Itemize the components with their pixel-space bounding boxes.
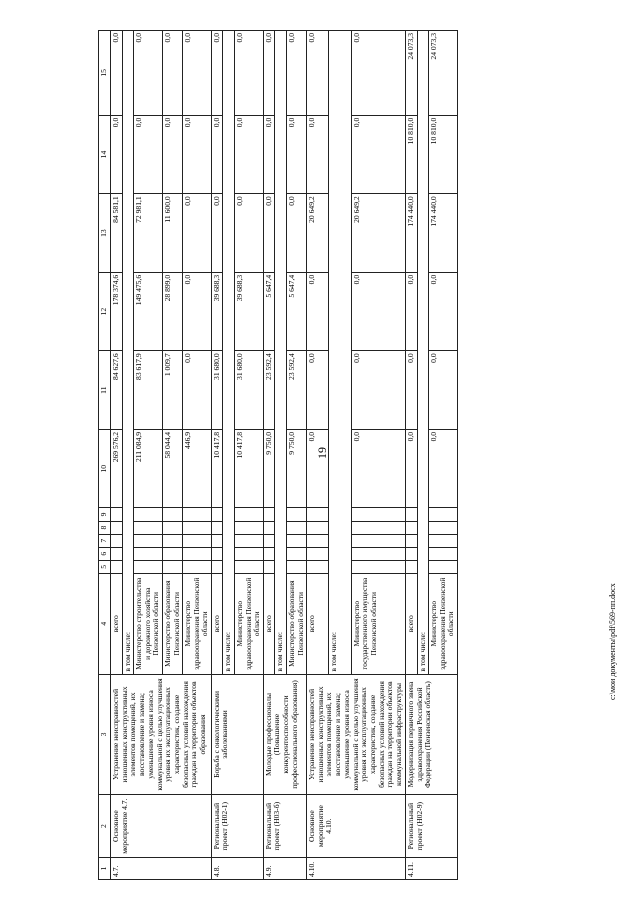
- value-cell: 0,0: [263, 115, 275, 194]
- including-label: в том числе:: [275, 31, 287, 675]
- table-row: [111, 31, 123, 880]
- header-cell: 6: [99, 547, 111, 560]
- value-cell: 0,0: [183, 194, 212, 273]
- value-cell: 10 810,0: [429, 115, 458, 194]
- value-cell: 20 649,2: [307, 194, 329, 273]
- value-cell: 11 600,0: [162, 194, 182, 273]
- value-cell: 10 810,0: [405, 115, 417, 194]
- executor: Министерство образования Пензенской области: [162, 573, 182, 674]
- value-cell: 0,0: [405, 351, 417, 430]
- value-cell: 0,0: [162, 115, 182, 194]
- value-cell: 0,0: [183, 272, 212, 351]
- total-label: всего: [307, 573, 329, 674]
- executor: Министерство образования Пензенской области: [286, 573, 306, 674]
- value-cell: 9 750,0: [263, 429, 275, 508]
- header-cell: 15: [99, 31, 111, 116]
- value-cell: 10 417,8: [211, 429, 223, 508]
- value-cell: 9 750,0: [286, 429, 306, 508]
- header-cell: 4: [99, 573, 111, 674]
- value-cell: 0,0: [351, 351, 405, 430]
- value-cell: 0,0: [351, 429, 405, 508]
- value-cell: 0,0: [286, 115, 306, 194]
- value-cell: 0,0: [405, 272, 417, 351]
- value-cell: 23 592,4: [263, 351, 275, 430]
- table-row: [307, 31, 329, 880]
- value-cell: 0,0: [211, 194, 223, 273]
- header-cell: 12: [99, 272, 111, 351]
- value-cell: 39 688,3: [235, 272, 264, 351]
- value-cell: 0,0: [263, 31, 275, 116]
- activity-type: Основное мероприятие 4.7.: [111, 795, 212, 857]
- value-cell: 5 647,4: [263, 272, 275, 351]
- header-cell: 13: [99, 194, 111, 273]
- header-cell: 14: [99, 115, 111, 194]
- value-cell: 28 899,0: [162, 272, 182, 351]
- row-number: 4.10.: [307, 857, 406, 879]
- value-cell: 0,0: [405, 429, 417, 508]
- value-cell: 269 576,2: [111, 429, 123, 508]
- value-cell: 83 617,9: [134, 351, 163, 430]
- file-path-footer: c:\мои документы\pdf\569-пп.docx: [608, 583, 617, 700]
- value-cell: 0,0: [183, 115, 212, 194]
- row-number: 4.8.: [211, 857, 263, 879]
- value-cell: 149 475,6: [134, 272, 163, 351]
- activity-type: Региональный проект (Н03-б): [263, 795, 306, 857]
- table-row: [263, 31, 275, 880]
- activity-description: Борьба с онкологическими заболеваниями: [211, 674, 263, 795]
- header-cell: 9: [99, 508, 111, 521]
- value-cell: 0,0: [183, 31, 212, 116]
- value-cell: 31 680,0: [235, 351, 264, 430]
- value-cell: 0,0: [307, 272, 329, 351]
- value-cell: 0,0: [307, 115, 329, 194]
- value-cell: 24 073,3: [405, 31, 417, 116]
- value-cell: 0,0: [134, 31, 163, 116]
- row-number: 4.7.: [111, 857, 212, 879]
- value-cell: 0,0: [429, 351, 458, 430]
- table-row: [405, 31, 417, 880]
- value-cell: 0,0: [211, 115, 223, 194]
- value-cell: 31 680,0: [211, 351, 223, 430]
- executor: Министерство здравоохранения Пензенской области: [235, 573, 264, 674]
- value-cell: 0,0: [286, 194, 306, 273]
- activity-description: Устранение неисправностей изношенных конструктивных элементов помещений, их восстановление и замена; уменьшение уровня износа коммунальной с целью улучшения уровня их эксплуатационных характеристик, создание безопасных условий нахождения граждан на территории объектов коммунальной инфраструктуры: [307, 674, 406, 795]
- funding-table: [98, 30, 458, 880]
- value-cell: 0,0: [162, 31, 182, 116]
- value-cell: 174 440,0: [429, 194, 458, 273]
- value-cell: 39 688,3: [211, 272, 223, 351]
- header-cell: 2: [99, 795, 111, 857]
- activity-description: Молодые профессионалы (Повышение конкурентоспособности профессионального образования): [263, 674, 306, 795]
- including-label: в том числе:: [329, 31, 351, 675]
- value-cell: 84 581,1: [111, 194, 123, 273]
- header-cell: 1: [99, 857, 111, 879]
- executor: Министерство строительства и дорожного хозяйства Пензенской области: [134, 573, 163, 674]
- total-label: всего: [211, 573, 223, 674]
- value-cell: 174 440,0: [405, 194, 417, 273]
- value-cell: 211 084,9: [134, 429, 163, 508]
- value-cell: 0,0: [351, 31, 405, 116]
- header-cell: 5: [99, 560, 111, 573]
- value-cell: 0,0: [307, 351, 329, 430]
- value-cell: 0,0: [183, 351, 212, 430]
- header-cell: 3: [99, 674, 111, 795]
- including-label: в том числе:: [122, 31, 134, 675]
- value-cell: 20 649,2: [351, 194, 405, 273]
- value-cell: 0,0: [211, 31, 223, 116]
- value-cell: 0,0: [429, 429, 458, 508]
- activity-type: Основное мероприятие 4.10.: [307, 795, 406, 857]
- row-number: 4.11.: [405, 857, 457, 879]
- value-cell: 0,0: [429, 272, 458, 351]
- executor: Министерство здравоохранения Пензенской области: [183, 573, 212, 674]
- header-cell: 10: [99, 429, 111, 508]
- value-cell: 0,0: [263, 194, 275, 273]
- value-cell: 0,0: [307, 429, 329, 508]
- value-cell: 5 647,4: [286, 272, 306, 351]
- including-label: в том числе:: [223, 31, 235, 675]
- value-cell: 0,0: [235, 115, 264, 194]
- row-number: 4.9.: [263, 857, 306, 879]
- value-cell: 1 009,7: [162, 351, 182, 430]
- value-cell: 0,0: [286, 31, 306, 116]
- value-cell: 0,0: [351, 272, 405, 351]
- including-label: в том числе:: [417, 31, 429, 675]
- header-cell: 11: [99, 351, 111, 430]
- value-cell: 0,0: [235, 31, 264, 116]
- value-cell: 23 592,4: [286, 351, 306, 430]
- value-cell: 84 627,6: [111, 351, 123, 430]
- total-label: всего: [111, 573, 123, 674]
- value-cell: 0,0: [111, 115, 123, 194]
- value-cell: 0,0: [351, 115, 405, 194]
- value-cell: 72 981,1: [134, 194, 163, 273]
- value-cell: 10 417,8: [235, 429, 264, 508]
- activity-description: Устранение неисправностей изношенных конструктивных элементов помещений, их восстановление и замена; уменьшение уровня износа коммунальной с целью улучшения уровня их эксплуатационных характеристик, создание безопасных условий нахождения граждан на территории объектов образования: [111, 674, 212, 795]
- table-row: [211, 31, 223, 880]
- program-table-rotated: [98, 30, 604, 880]
- value-cell: 0,0: [111, 31, 123, 116]
- value-cell: 0,0: [307, 31, 329, 116]
- total-label: всего: [263, 573, 275, 674]
- value-cell: 0,0: [235, 194, 264, 273]
- activity-type: Региональный проект (Н02-9): [405, 795, 457, 857]
- header-cell: 8: [99, 521, 111, 534]
- value-cell: 178 374,6: [111, 272, 123, 351]
- executor: Министерство здравоохранения Пензенской области: [429, 573, 458, 674]
- activity-type: Региональный проект (Н02-1): [211, 795, 263, 857]
- activity-description: Модернизация первичного звена здравоохранения Российской Федерации (Пензенская область): [405, 674, 457, 795]
- value-cell: 58 044,4: [162, 429, 182, 508]
- header-row: [99, 31, 111, 880]
- value-cell: 446,9: [183, 429, 212, 508]
- total-label: всего: [405, 573, 417, 674]
- value-cell: 24 073,3: [429, 31, 458, 116]
- header-cell: 7: [99, 534, 111, 547]
- value-cell: 0,0: [134, 115, 163, 194]
- page-number: 19: [315, 447, 329, 459]
- executor: Министерство государственного имущества Пензенской области: [351, 573, 405, 674]
